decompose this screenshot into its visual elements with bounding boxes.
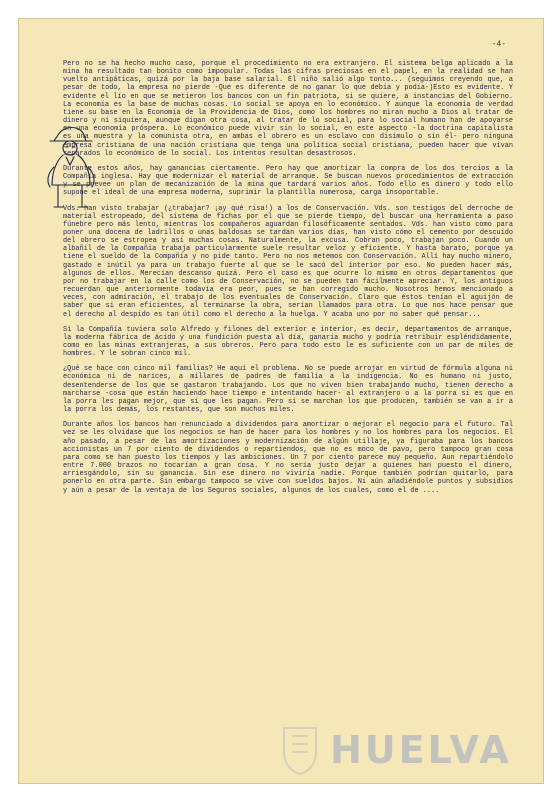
paragraph: Si la Compañía tuviera solo Alfredo y filones del exterior e interior, es decir, departamentos de arranque, la moderna fábrica de ácido y una fundición puesta al día, ganaría mucho y podría retribuir espléndidamente, como en las minas extranjeras, a sus obreros. Pero para todo esto le es suficiente con un par de miles de hombres. Y le sobran cinco mil.	[63, 325, 513, 359]
paragraph: Vds. han visto trabajar (¿trabajar? ¡ay qué risa!) a los de Conservación. Vds. son testigos del derroche de material estropeado, del sistema de fichas por el que se pierde tiempo, del buscar una herramienta a paso fúnebre pero más lento, mientras los compañeros aguardan filosóficamente sentados. Vds. han visto como para poner una docena de ladrillos o unas baldosas se tardan varios días, han visto cómo el cemento por descuido del obrero se estropea y así muchas cosas. Naturalmente, la excusa. Cobran poco, trabajan poco. Cuando un albañil de la Compañía trabaja particularmente suele resultar veloz y eficiente. Y hasta barato, porque ya tiene el sueldo de la Compañía y no pide tanto. Pero no nos metemos con Conservación. Allí hay mucho minero, gastado e inútil ya para un trabajo fuerte al que se le sacó del interior por eso. No pueden hacer más, algunos de ellos. Merecían descanso quizá. Pero el caso es que ocurre lo mismo en otros departamentos que por no trabajar en la calle como los de Conservación, no se pueden tan fácilmente apreciar. Y, los antiguos recuerdan que anteriormente todavía era peor, pues se han corregido mucho. Nosotros hemos mencionado a veces, con admiración, el trabajo de los eventuales de Conservación. Claro que éstos tenían el aguijón de saber que si eran eficientes, al terminarse la obra, serían llamados para otra. Lo que nos hace pensar que el derecho al despido es tan útil como el derecho a la huelga. Y acaba uno por no saber qué pensar...	[63, 204, 513, 319]
paragraph: Durante estos años, hay ganancias ciertamente. Pero hay que amortizar la compra de los dos tercios a la Compañía inglesa. Hay que modernizar el material de arranque. Se buscan nuevos procedimientos de extracción y se prevee un plan de mecanización de la mina que tardará varios años. Todo ello es dinero y todo ello supone el ideal de una empresa moderna, suprimir la plantilla numerosa, carga insoportable.	[63, 164, 513, 198]
paragraph: Durante años los bancos han renunciado a dividendos para amortizar o mejorar el negocio para el futuro. Tal vez se les olvidase que los negocios se han de hacer para los hombres y no los hombres para los negocios. El año pasado, a pesar de las amortizaciones y modernización de algún utillaje, ya figuraba para los bancos accionistas un 7 por ciento de dividendos o repartiendos, que no es moco de pavo, pero tampoco gran cosa para como se han puesto los tiempos y las ambiciones. Un 7 por ciento parece muy pequeño. Aun repartiéndolo entre 7.000 brazos no tocarían a gran cosa. Y no sería justo dejar a quienes han puesto el dinero, arriesgándolo, sin su ganancia. Sin ese dinero no viviría nadie. Porque también podrían quitarlo, para ponerlo en otra parte. Sin embargo tampoco se vive con sueldos bajos. Ni aún añadiéndole puntos y subsidios y aún a pesar de la ventaja de los Seguros sociales, algunos de los cuales, como el de ....	[63, 421, 513, 495]
paragraph: Pero no se ha hecho mucho caso, porque el procedimiento no era extranjero. El sistema belga aplicado a la mina ha resultado tan bonito como impopular. Todas las cifras preciosas en el papel, en la realidad se han vuelto antipáticas, quizá por la baja base salarial. El niño salió algo tonto... (seguimos creyendo que, a pesar de todo, la empresa no pierde -Que es diferente de no ganar lo que debía y podía-)Esto es evidente. Y evidente el lío en que se metieron los bancos con un fin patriota, si se quiere, a instancias del Gobierno. La economía es la base de muchas cosas. Lo social se apoya en lo económico. Y aunque la economía de verdad tiene su base en la Economía de la Providencia de Dios, como los hombres no miran mucho a Dios al tratar de dinero y ni siquiera, aunque digan otra cosa, al tratar de lo social, para lo social humano han de apoyarse en una economía próspera. Lo económico puede vivir sin lo social, en este aspecto -la doctrina capitalista es una muestra y la comunista otra, en ambas el obrero es un esclavo con disimulo o sin él- pero ninguna empresa cristiana de una nación cristiana que tenga una política social cristiana, pueden hacer que vivan separados lo económico de lo social. Los intentos resultan desastrosos.	[63, 60, 513, 158]
paragraph: ¿Qué se hace con cinco mil familias? He aquí el problema. No se puede arrojar en virtud de fórmula alguna ni económica ni de narices, a millares de padres de familia a la indigencia. No es humano ni justo, desentenderse de los que se gastaron trabajando. Los que no viven bien trabajando mucho, tienen derecho a marcharse -cosa que están haciendo hace tiempo e intentando hacer- al extranjero o a la porra si es que en la porra les pagan mejor, que sí que les pagan. Pero si se marchan los que producen, también se van a ir a la porra los demás, los restantes, que son muchos miles.	[63, 365, 513, 415]
document-page	[18, 18, 544, 784]
watermark-huelva: HUELVA	[330, 728, 512, 772]
body-text	[63, 60, 513, 502]
coat-of-arms-icon	[280, 722, 320, 776]
page-number: -4-	[491, 40, 506, 49]
